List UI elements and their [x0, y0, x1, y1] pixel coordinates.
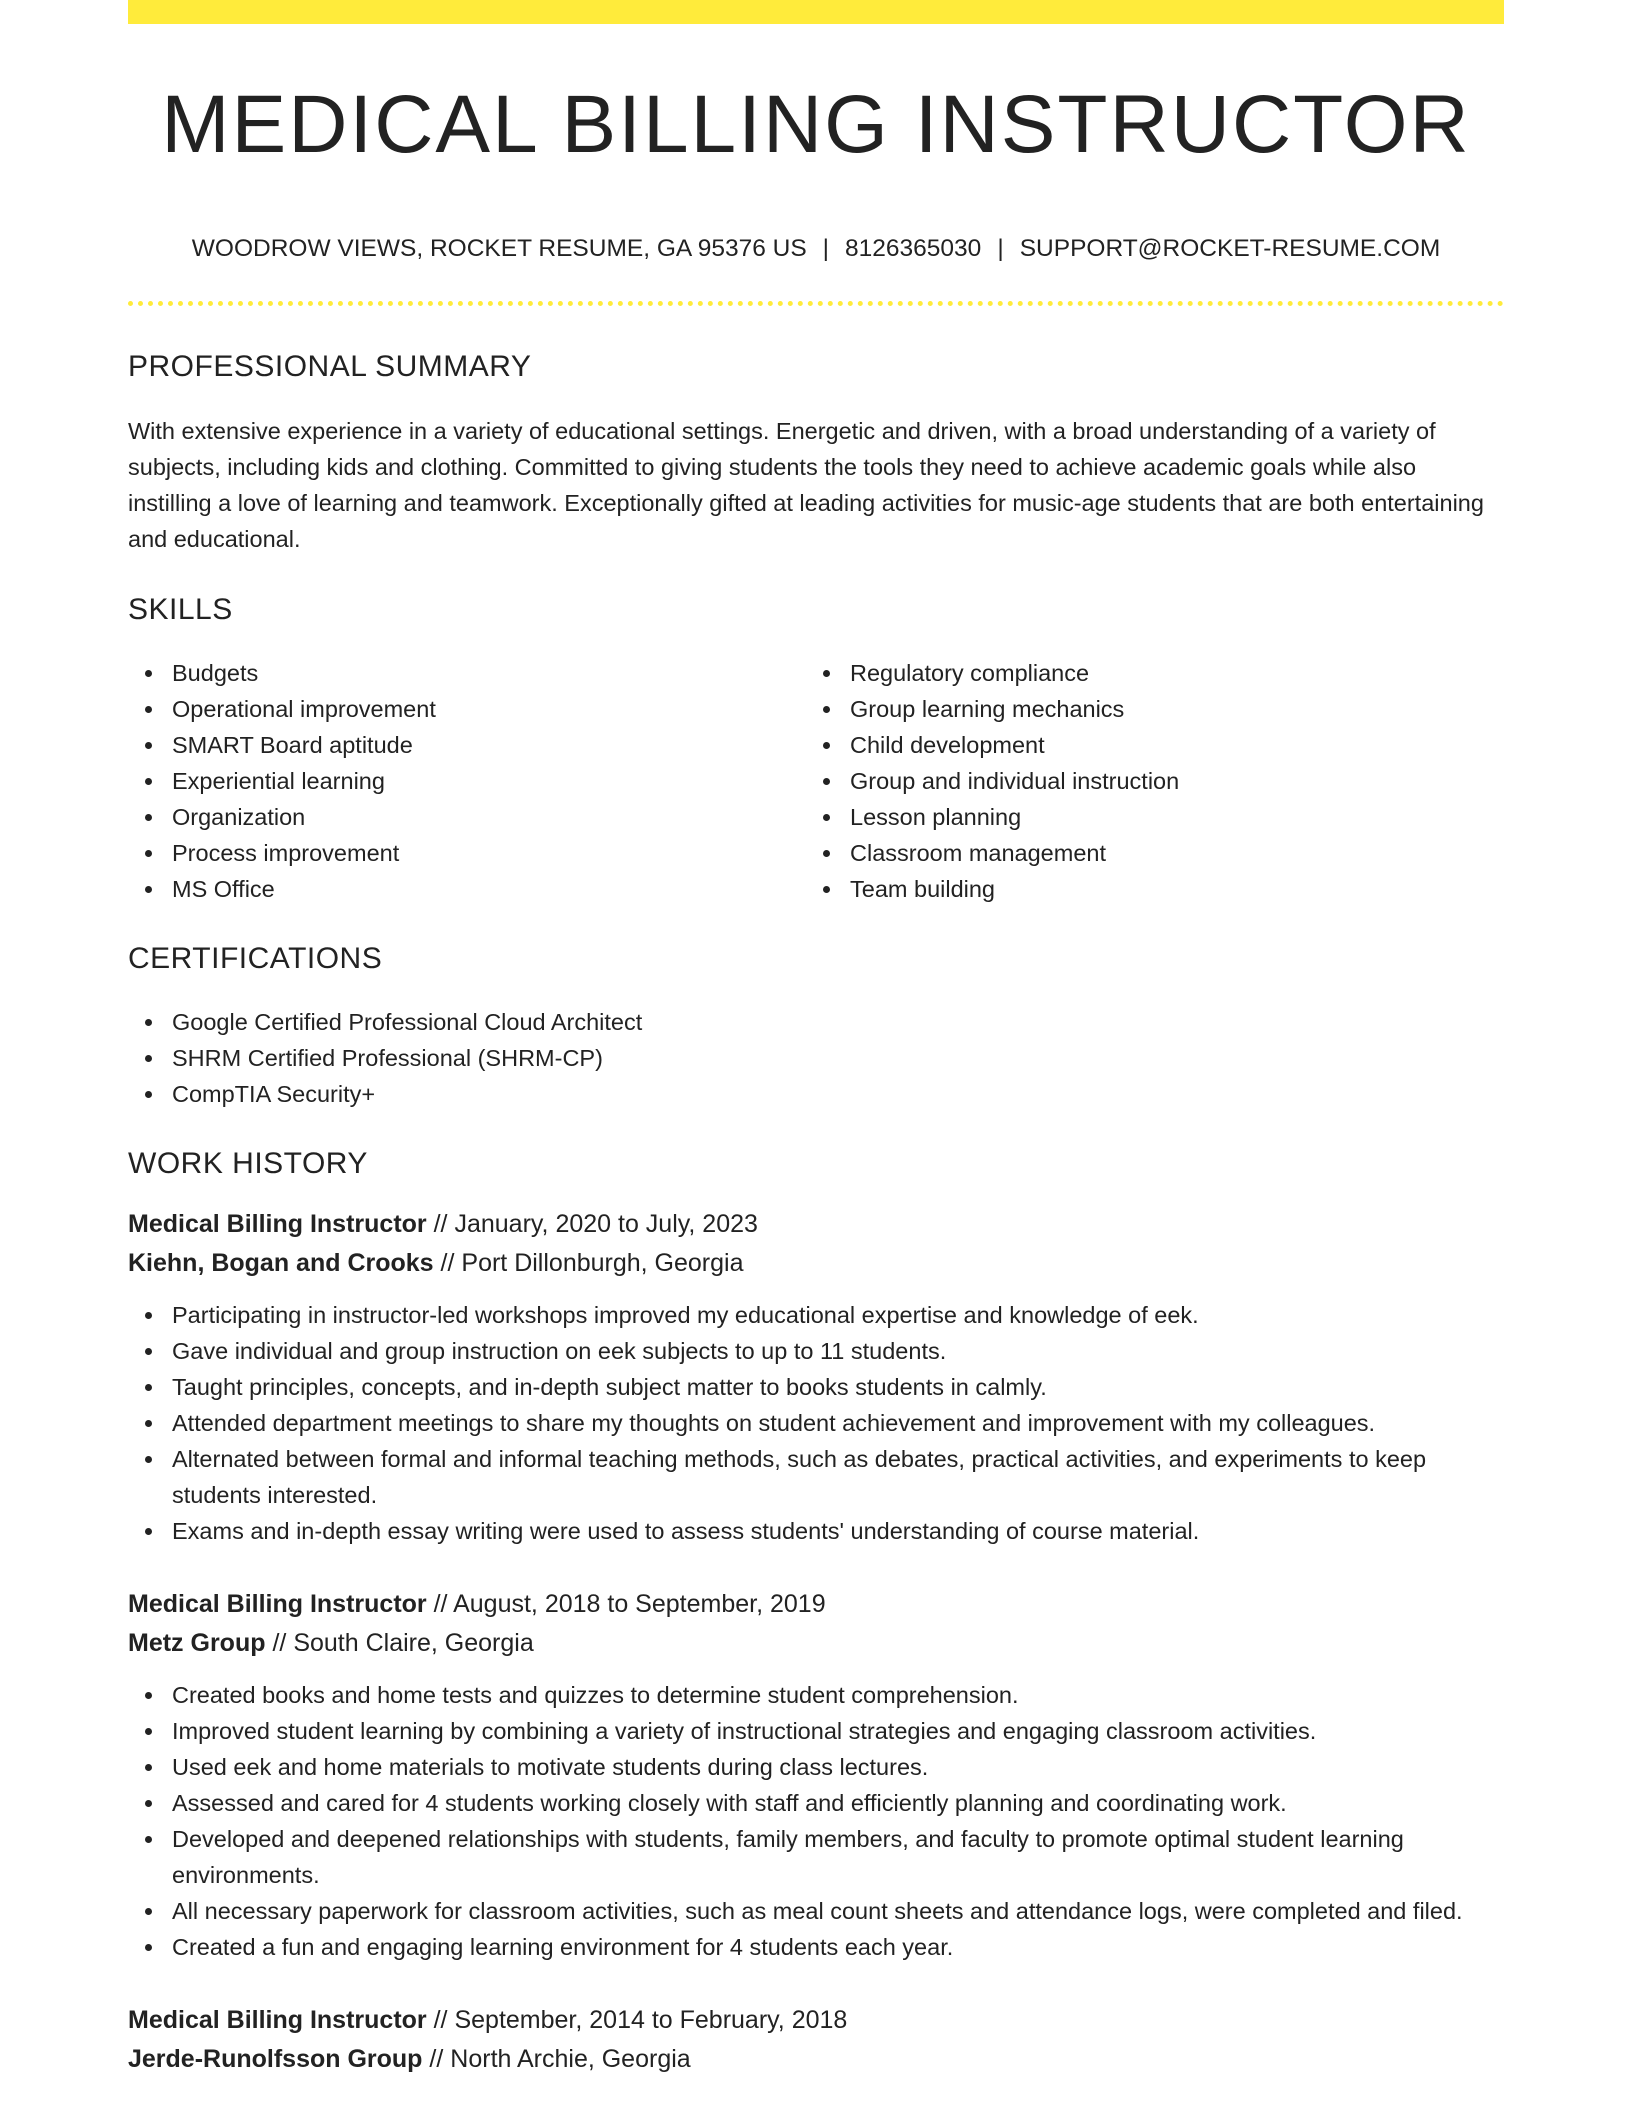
contact-email: SUPPORT@ROCKET-RESUME.COM [1019, 235, 1441, 262]
job-title: Medical Billing Instructor [128, 2006, 427, 2034]
job-location: Port Dillonburgh, Georgia [461, 1249, 744, 1277]
job-duty-item: All necessary paperwork for classroom activities, such as meal count sheets and attendance logs, were completed and filed. [128, 1893, 1504, 1929]
job-company-line [128, 1244, 1504, 1283]
job-duty-item: Assessed and cared for 4 students working closely with staff and efficiently planning and coordinating work. [128, 1785, 1504, 1821]
skill-item: Child development [806, 727, 1504, 763]
job-divider: // [272, 1629, 287, 1657]
job-dates: September, 2014 to February, 2018 [454, 2006, 848, 2034]
skills-list-right [806, 655, 1504, 907]
job-entry [128, 2001, 1504, 2079]
skill-item: Operational improvement [128, 691, 806, 727]
resume-page [128, 0, 1504, 2079]
job-divider: // [433, 1210, 448, 1238]
job-duty-item: Exams and in-depth essay writing were used to assess students' understanding of course material. [128, 1513, 1504, 1549]
skill-item: Organization [128, 799, 806, 835]
job-duty-item: Alternated between formal and informal teaching methods, such as debates, practical activities, and experiments to keep students interested. [128, 1441, 1504, 1513]
dotted-divider [128, 301, 1504, 306]
job-title: Medical Billing Instructor [128, 1210, 427, 1238]
job-entry [128, 1585, 1504, 1965]
skill-item: Lesson planning [806, 799, 1504, 835]
contact-separator: | [997, 235, 1004, 262]
contact-address: WOODROW VIEWS, ROCKET RESUME, GA 95376 US [191, 235, 807, 262]
job-entry [128, 1205, 1504, 1549]
skill-item: Classroom management [806, 835, 1504, 871]
skills-columns [128, 655, 1504, 907]
job-duty-item: Developed and deepened relationships with students, family members, and faculty to promote optimal student learning environments. [128, 1821, 1504, 1893]
contact-line [128, 235, 1504, 263]
top-accent-bar [128, 0, 1504, 24]
job-divider: // [433, 1590, 448, 1618]
certifications-heading: CERTIFICATIONS [128, 942, 383, 975]
work-history-heading: WORK HISTORY [128, 1147, 368, 1180]
job-company-line [128, 2040, 1504, 2079]
job-company-line [128, 1624, 1504, 1663]
skill-item: Team building [806, 871, 1504, 907]
contact-separator: | [822, 235, 830, 262]
skill-item: Group and individual instruction [806, 763, 1504, 799]
skills-heading: SKILLS [128, 593, 233, 626]
certifications-list [128, 1004, 1504, 1112]
job-divider: // [433, 2006, 448, 2034]
job-duty-item: Participating in instructor-led workshops improved my educational expertise and knowledge of eek. [128, 1297, 1504, 1333]
job-location: South Claire, Georgia [293, 1629, 534, 1657]
resume-name: MEDICAL BILLING INSTRUCTOR [161, 79, 1471, 170]
job-dates: January, 2020 to July, 2023 [454, 1210, 758, 1238]
job-title-line [128, 1205, 1504, 1244]
job-company: Jerde-Runolfsson Group [128, 2045, 423, 2073]
skill-item: Budgets [128, 655, 806, 691]
job-duty-item: Attended department meetings to share my thoughts on student achievement and improvement with my colleagues. [128, 1405, 1504, 1441]
skills-list-left [128, 655, 806, 907]
job-duties-list [128, 1677, 1504, 1965]
skill-item: Process improvement [128, 835, 806, 871]
contact-phone: 8126365030 [845, 235, 982, 262]
certification-item: SHRM Certified Professional (SHRM-CP) [128, 1040, 1504, 1076]
job-company: Kiehn, Bogan and Crooks [128, 1249, 434, 1277]
skill-item: Group learning mechanics [806, 691, 1504, 727]
job-location: North Archie, Georgia [450, 2045, 691, 2073]
job-duty-item: Created books and home tests and quizzes to determine student comprehension. [128, 1677, 1504, 1713]
skill-item: Regulatory compliance [806, 655, 1504, 691]
job-title-line [128, 1585, 1504, 1624]
job-title: Medical Billing Instructor [128, 1590, 427, 1618]
job-duty-item: Created a fun and engaging learning environment for 4 students each year. [128, 1929, 1504, 1965]
job-dates: August, 2018 to September, 2019 [453, 1590, 826, 1618]
job-company: Metz Group [128, 1629, 266, 1657]
job-duty-item: Improved student learning by combining a variety of instructional strategies and engaging classroom activities. [128, 1713, 1504, 1749]
job-divider: // [429, 2045, 444, 2073]
summary-text: With extensive experience in a variety of educational settings. Energetic and driven, with a broad understanding of a variety of subjects, including kids and clothing. Committed to giving students the tools they need to achieve academic goals while also instilling a love of learning and teamwork. Exceptionally gifted at leading activities for music-age students that are both entertaining and educational. [128, 418, 1484, 552]
summary-heading: PROFESSIONAL SUMMARY [128, 350, 532, 383]
skill-item: Experiential learning [128, 763, 806, 799]
job-duty-item: Gave individual and group instruction on eek subjects to up to 11 students. [128, 1333, 1504, 1369]
job-duty-item: Used eek and home materials to motivate students during class lectures. [128, 1749, 1504, 1785]
certification-item: Google Certified Professional Cloud Architect [128, 1004, 1504, 1040]
certification-item: CompTIA Security+ [128, 1076, 1504, 1112]
skill-item: MS Office [128, 871, 806, 907]
job-divider: // [440, 1249, 455, 1277]
job-title-line [128, 2001, 1504, 2040]
job-duty-item: Taught principles, concepts, and in-depth subject matter to books students in calmly. [128, 1369, 1504, 1405]
job-duties-list [128, 1297, 1504, 1549]
skill-item: SMART Board aptitude [128, 727, 806, 763]
